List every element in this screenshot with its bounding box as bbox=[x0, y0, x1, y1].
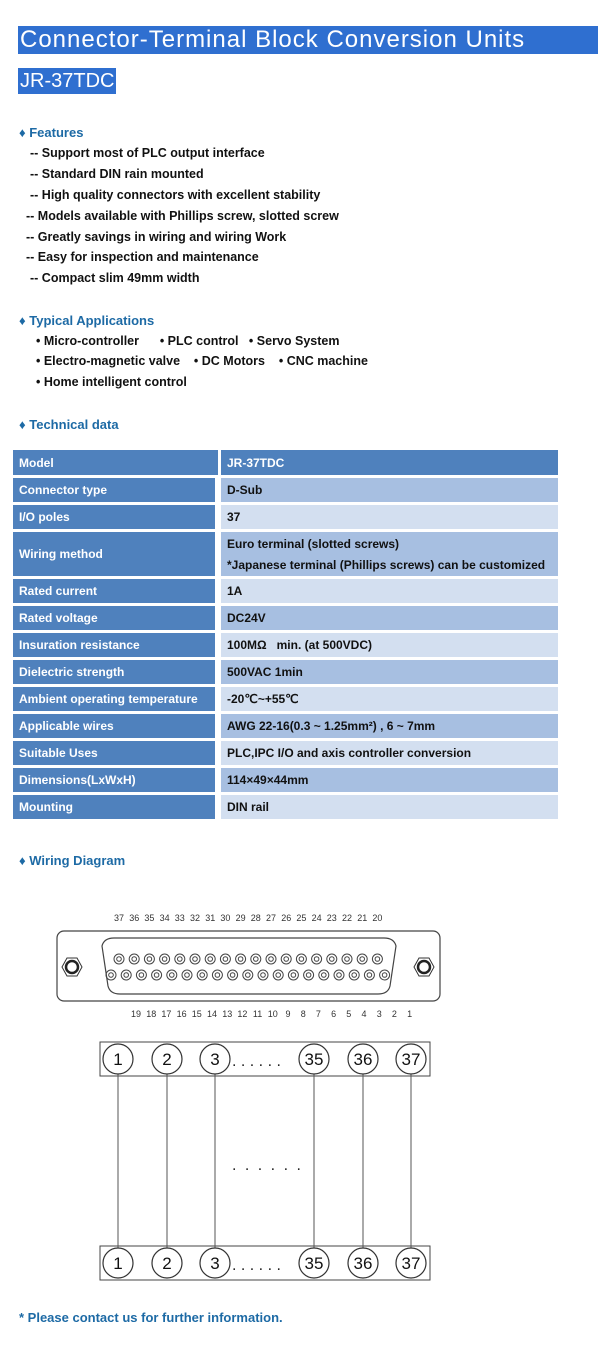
pin-hole-inner bbox=[382, 973, 387, 978]
pin-hole bbox=[190, 954, 200, 964]
row-label: Connector type bbox=[13, 478, 221, 502]
row-value: DIN rail bbox=[221, 795, 558, 819]
bottom-ellipsis: . . . . . . bbox=[232, 1257, 281, 1274]
terminal-number: 36 bbox=[353, 1254, 373, 1273]
application-row: • Micro-controller • PLC control • Servo System bbox=[36, 334, 340, 348]
pin-hole bbox=[357, 954, 367, 964]
pin-hole-inner bbox=[238, 957, 243, 962]
feature-item: -- Compact slim 49mm width bbox=[30, 271, 200, 285]
middle-ellipsis: . . . . . . bbox=[232, 1157, 303, 1174]
pin-hole-inner bbox=[132, 957, 137, 962]
pin-number-label: 26 bbox=[281, 913, 292, 923]
feature-item: -- Models available with Phillips screw, slotted screw bbox=[26, 209, 339, 223]
pin-hole-inner bbox=[352, 973, 357, 978]
pin-hole bbox=[182, 970, 192, 980]
pin-number-label: 24 bbox=[311, 913, 322, 923]
pin-hole-inner bbox=[246, 973, 251, 978]
top-ellipsis: . . . . . . bbox=[232, 1053, 281, 1070]
pin-number-label: 37 bbox=[113, 913, 125, 923]
pin-number-label: 16 bbox=[176, 1009, 187, 1019]
pin-number-label: 6 bbox=[331, 1009, 337, 1019]
pin-hole bbox=[327, 954, 337, 964]
row-label: Insuration resistance bbox=[13, 633, 221, 657]
pin-hole bbox=[236, 954, 246, 964]
table-row bbox=[13, 606, 558, 630]
pin-hole bbox=[205, 954, 215, 964]
application-row: • Electro-magnetic valve • DC Motors • CNC machine bbox=[36, 354, 368, 368]
pin-number-label: 4 bbox=[361, 1009, 367, 1019]
row-value: 37 bbox=[221, 505, 558, 529]
pin-hole-inner bbox=[139, 973, 144, 978]
pin-number-label: 2 bbox=[391, 1009, 397, 1019]
pin-hole-inner bbox=[154, 973, 159, 978]
row-value: AWG 22-16(0.3 ~ 1.25mm²) , 6 ~ 7mm bbox=[221, 714, 558, 738]
pin-hole bbox=[296, 954, 306, 964]
table-row bbox=[13, 505, 558, 529]
pin-hole-inner bbox=[306, 973, 311, 978]
pin-number-label: 13 bbox=[222, 1009, 233, 1019]
row-value: 500VAC 1min bbox=[221, 660, 558, 684]
pin-number-label: 15 bbox=[191, 1009, 202, 1019]
pin-hole-inner bbox=[345, 957, 350, 962]
pin-number-label: 20 bbox=[372, 913, 383, 923]
pin-number-label: 21 bbox=[357, 913, 368, 923]
row-label: I/O poles bbox=[13, 505, 221, 529]
pin-hole bbox=[304, 970, 314, 980]
table-row bbox=[13, 741, 558, 765]
table-row bbox=[13, 660, 558, 684]
row-value: JR-37TDC bbox=[221, 450, 558, 475]
pin-number-label: 12 bbox=[237, 1009, 248, 1019]
pin-hole bbox=[243, 970, 253, 980]
pin-hole bbox=[106, 970, 116, 980]
pin-hole bbox=[114, 954, 124, 964]
table-row bbox=[13, 768, 558, 792]
wiring-heading: ♦ Wiring Diagram bbox=[19, 853, 126, 868]
pin-hole-inner bbox=[269, 957, 274, 962]
pin-number-label: 22 bbox=[341, 913, 353, 923]
pin-hole bbox=[129, 954, 139, 964]
row-label: Rated voltage bbox=[13, 606, 221, 630]
row-label: Mounting bbox=[13, 795, 221, 819]
pin-hole-inner bbox=[124, 973, 129, 978]
pin-hole-inner bbox=[208, 957, 213, 962]
pin-hole bbox=[258, 970, 268, 980]
row-value: 100MΩ min. (at 500VDC) bbox=[221, 633, 558, 657]
pin-hole-inner bbox=[147, 957, 152, 962]
row-label: Rated current bbox=[13, 579, 221, 603]
wiring-diagram bbox=[0, 900, 601, 1300]
table-row bbox=[13, 633, 558, 657]
pin-hole bbox=[273, 970, 283, 980]
model-title: JR-37TDC bbox=[20, 70, 115, 92]
pin-hole-inner bbox=[193, 957, 198, 962]
pin-number-label: 19 bbox=[130, 1009, 142, 1019]
terminal-number: 3 bbox=[210, 1254, 220, 1273]
pin-number-label: 7 bbox=[315, 1009, 321, 1019]
pin-number-label: 17 bbox=[161, 1009, 172, 1019]
row-label: Applicable wires bbox=[13, 714, 221, 738]
pin-number-label: 35 bbox=[144, 913, 155, 923]
pin-number-label: 34 bbox=[159, 913, 170, 923]
pin-hole-inner bbox=[291, 973, 296, 978]
table-row bbox=[13, 687, 558, 711]
pin-hole bbox=[349, 970, 359, 980]
table-row bbox=[13, 532, 558, 576]
pin-number-label: 14 bbox=[206, 1009, 218, 1019]
row-label: Model bbox=[13, 450, 221, 475]
contact-note: * Please contact us for further information. bbox=[19, 1310, 283, 1325]
pin-number-label: 3 bbox=[376, 1009, 382, 1019]
row-label: Suitable Uses bbox=[13, 741, 221, 765]
pin-hole bbox=[175, 954, 185, 964]
row-value: -20℃~+55℃ bbox=[221, 687, 558, 711]
pin-hole-inner bbox=[254, 957, 259, 962]
table-row bbox=[13, 714, 558, 738]
application-row: • Home intelligent control bbox=[36, 375, 187, 389]
row-value: 1A bbox=[221, 579, 558, 603]
row-value-note: *Japanese terminal (Phillips screws) can be customized bbox=[227, 557, 546, 572]
pin-hole-inner bbox=[299, 957, 304, 962]
pin-number-label: 36 bbox=[129, 913, 140, 923]
pin-hole-inner bbox=[230, 973, 235, 978]
pin-hole-inner bbox=[200, 973, 205, 978]
pin-number-label: 27 bbox=[265, 913, 277, 923]
pin-hole-inner bbox=[109, 973, 114, 978]
terminal-number: 35 bbox=[304, 1254, 324, 1273]
row-value: PLC,IPC I/O and axis controller conversion bbox=[221, 741, 558, 765]
pin-hole-inner bbox=[185, 973, 190, 978]
pin-hole bbox=[121, 970, 131, 980]
pin-hole bbox=[167, 970, 177, 980]
pin-hole-inner bbox=[162, 957, 167, 962]
pin-hole-inner bbox=[223, 957, 228, 962]
technical-heading: ♦ Technical data bbox=[19, 417, 119, 432]
pin-number-label: 29 bbox=[235, 913, 246, 923]
terminal-number: 1 bbox=[113, 1254, 123, 1273]
pin-number-label: 11 bbox=[252, 1009, 263, 1019]
table-row bbox=[13, 795, 558, 819]
connector-shell bbox=[57, 931, 440, 1001]
row-value-line: Euro terminal (slotted screws) bbox=[227, 536, 400, 551]
feature-item: -- Support most of PLC output interface bbox=[30, 146, 265, 160]
technical-table bbox=[13, 447, 558, 822]
pin-hole-inner bbox=[170, 973, 175, 978]
feature-item: -- Easy for inspection and maintenance bbox=[26, 250, 259, 264]
pin-hole bbox=[342, 954, 352, 964]
terminal-number: 2 bbox=[162, 1254, 172, 1273]
row-value: D-Sub bbox=[221, 478, 558, 502]
pin-hole-inner bbox=[375, 957, 380, 962]
screw-left-icon bbox=[62, 958, 82, 976]
pin-hole-inner bbox=[276, 973, 281, 978]
pin-hole bbox=[228, 970, 238, 980]
pin-hole-inner bbox=[330, 957, 335, 962]
pin-hole-inner bbox=[314, 957, 319, 962]
pin-hole-inner bbox=[322, 973, 327, 978]
pin-number-label: 5 bbox=[346, 1009, 352, 1019]
pin-hole bbox=[220, 954, 230, 964]
row-label: Ambient operating temperature bbox=[13, 687, 221, 711]
terminal-number: 1 bbox=[113, 1050, 123, 1069]
feature-item: -- High quality connectors with excellent stability bbox=[30, 188, 321, 202]
pin-number-label: 10 bbox=[267, 1009, 278, 1019]
pin-number-label: 33 bbox=[174, 913, 185, 923]
pin-hole bbox=[160, 954, 170, 964]
page-title: Connector-Terminal Block Conversion Units bbox=[18, 26, 598, 54]
table-row bbox=[13, 478, 558, 502]
pin-number-label: 23 bbox=[326, 913, 337, 923]
pin-hole bbox=[288, 970, 298, 980]
pin-hole-inner bbox=[367, 973, 372, 978]
features-heading: ♦ Features bbox=[19, 125, 84, 140]
pin-hole bbox=[319, 970, 329, 980]
pin-hole-inner bbox=[117, 957, 122, 962]
applications-heading: ♦ Typical Applications bbox=[19, 313, 155, 328]
pin-hole-inner bbox=[360, 957, 365, 962]
connector-face bbox=[102, 938, 396, 994]
pin-number-label: 18 bbox=[146, 1009, 157, 1019]
screw-right-icon bbox=[414, 958, 434, 976]
pin-hole bbox=[266, 954, 276, 964]
terminal-number: 35 bbox=[304, 1050, 324, 1069]
pin-number-label: 32 bbox=[189, 913, 201, 923]
terminal-number: 3 bbox=[210, 1050, 220, 1069]
pin-hole bbox=[364, 970, 374, 980]
pin-hole bbox=[312, 954, 322, 964]
pin-hole bbox=[136, 970, 146, 980]
row-value bbox=[221, 532, 558, 576]
pin-hole-inner bbox=[261, 973, 266, 978]
pin-hole bbox=[197, 970, 207, 980]
pin-number-label: 28 bbox=[250, 913, 261, 923]
table-row bbox=[13, 579, 558, 603]
pin-hole-inner bbox=[178, 957, 183, 962]
pin-hole bbox=[144, 954, 154, 964]
terminal-number: 36 bbox=[353, 1050, 373, 1069]
pin-hole bbox=[334, 970, 344, 980]
pin-number-label: 31 bbox=[205, 913, 216, 923]
pin-hole bbox=[372, 954, 382, 964]
table-row bbox=[13, 450, 558, 475]
terminal-number: 2 bbox=[162, 1050, 172, 1069]
row-label: Dielectric strength bbox=[13, 660, 221, 684]
row-label: Wiring method bbox=[13, 532, 221, 576]
row-value: 114×49×44mm bbox=[221, 768, 558, 792]
feature-item: -- Standard DIN rain mounted bbox=[30, 167, 204, 181]
pin-hole-inner bbox=[337, 973, 342, 978]
pin-number-label: 9 bbox=[285, 1009, 291, 1019]
row-value: DC24V bbox=[221, 606, 558, 630]
feature-item: -- Greatly savings in wiring and wiring Work bbox=[26, 230, 287, 244]
pin-hole bbox=[212, 970, 222, 980]
pin-number-label: 8 bbox=[300, 1009, 306, 1019]
pin-hole bbox=[380, 970, 390, 980]
pin-number-label: 25 bbox=[296, 913, 307, 923]
pin-hole bbox=[251, 954, 261, 964]
terminal-number: 37 bbox=[401, 1050, 421, 1069]
pin-number-label: 30 bbox=[220, 913, 231, 923]
pin-hole-inner bbox=[284, 957, 289, 962]
pin-hole-inner bbox=[215, 973, 220, 978]
terminal-number: 37 bbox=[401, 1254, 421, 1273]
pin-hole bbox=[152, 970, 162, 980]
row-label: Dimensions(LxWxH) bbox=[13, 768, 221, 792]
pin-hole bbox=[281, 954, 291, 964]
pin-number-label: 1 bbox=[407, 1009, 413, 1019]
